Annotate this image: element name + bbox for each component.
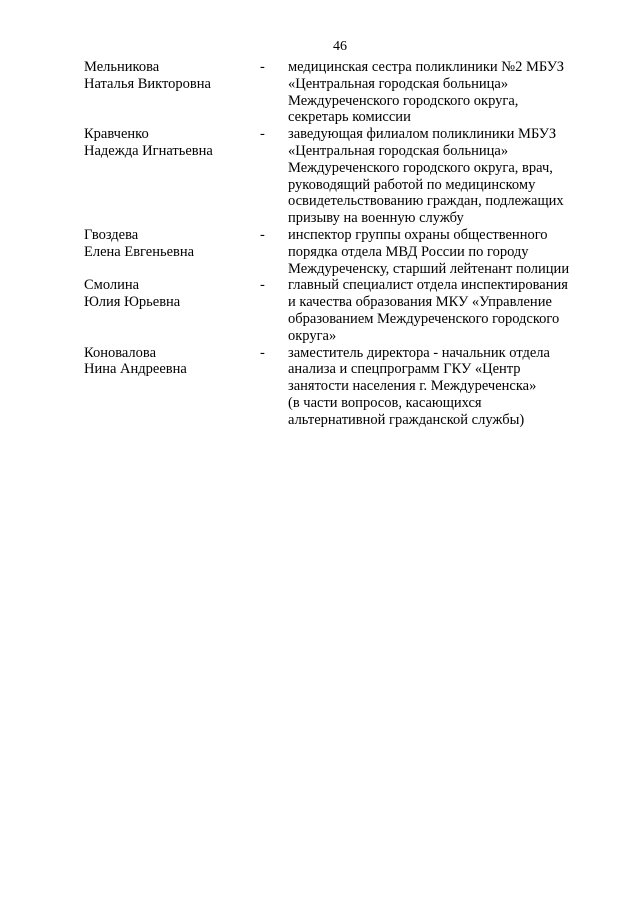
member-surname: Мельникова bbox=[84, 59, 160, 75]
entry-dash: - bbox=[260, 344, 265, 361]
position-line: округа» bbox=[288, 327, 337, 344]
position-line: «Центральная городская больница» bbox=[288, 142, 509, 159]
member-given-names: Нина Андреевна bbox=[84, 361, 187, 378]
member-surname: Гвоздева bbox=[84, 226, 139, 243]
member-position bbox=[288, 345, 604, 429]
member-given-names: Надежда Игнатьевна bbox=[84, 142, 213, 159]
member-name bbox=[84, 227, 260, 261]
member-name bbox=[84, 126, 260, 160]
position-line: руководящий работой по медицинскому bbox=[288, 176, 536, 193]
position-line: инспектор группы охраны общественного bbox=[288, 226, 548, 243]
commission-members-list bbox=[84, 59, 604, 429]
member-position bbox=[288, 227, 604, 277]
member-entry bbox=[84, 227, 604, 277]
position-line: секретарь комиссии bbox=[288, 109, 411, 126]
position-line: заведующая филиалом поликлиники МБУЗ bbox=[288, 126, 557, 143]
member-entry bbox=[84, 277, 604, 344]
position-line: занятости населения г. Междуреченска» bbox=[288, 378, 537, 395]
position-line: освидетельствованию граждан, подлежащих bbox=[288, 193, 564, 210]
position-line: Междуреченску, старший лейтенант полиции bbox=[288, 260, 570, 277]
position-line: главный специалист отдела инспектирования bbox=[288, 277, 568, 294]
position-line: альтернативной гражданской службы) bbox=[288, 411, 525, 428]
member-given-names: Юлия Юрьевна bbox=[84, 294, 181, 311]
position-line: Междуреченского городского округа, врач, bbox=[288, 159, 553, 176]
member-entry bbox=[84, 126, 604, 227]
member-given-names: Елена Евгеньевна bbox=[84, 243, 195, 260]
entry-dash: - bbox=[260, 277, 265, 294]
member-name bbox=[84, 59, 260, 93]
member-name bbox=[84, 345, 260, 379]
page-number: 46 bbox=[333, 39, 347, 54]
member-name bbox=[84, 277, 260, 311]
position-line: призыву на военную службу bbox=[288, 210, 464, 227]
member-surname: Кравченко bbox=[84, 126, 149, 143]
member-entry bbox=[84, 345, 604, 429]
position-line: Междуреченского городского округа, bbox=[288, 92, 519, 109]
entry-dash: - bbox=[260, 126, 265, 143]
position-line: заместитель директора - начальник отдела bbox=[288, 344, 550, 361]
position-line: (в части вопросов, касающихся bbox=[288, 394, 482, 411]
position-line: анализа и спецпрограмм ГКУ «Центр bbox=[288, 361, 521, 378]
entry-dash: - bbox=[260, 59, 265, 75]
position-line: медицинская сестра поликлиники №2 МБУЗ bbox=[288, 59, 565, 75]
member-given-names: Наталья Викторовна bbox=[84, 75, 211, 92]
member-position bbox=[288, 59, 604, 126]
position-line: порядка отдела МВД России по городу bbox=[288, 243, 529, 260]
member-position bbox=[288, 126, 604, 227]
entry-dash: - bbox=[260, 226, 265, 243]
position-line: и качества образования МКУ «Управление bbox=[288, 294, 552, 311]
member-entry bbox=[84, 59, 604, 126]
member-position bbox=[288, 277, 604, 344]
member-surname: Смолина bbox=[84, 277, 140, 294]
member-surname: Коновалова bbox=[84, 344, 157, 361]
position-line: «Центральная городская больница» bbox=[288, 75, 509, 92]
position-line: образованием Междуреченского городского bbox=[288, 310, 560, 327]
